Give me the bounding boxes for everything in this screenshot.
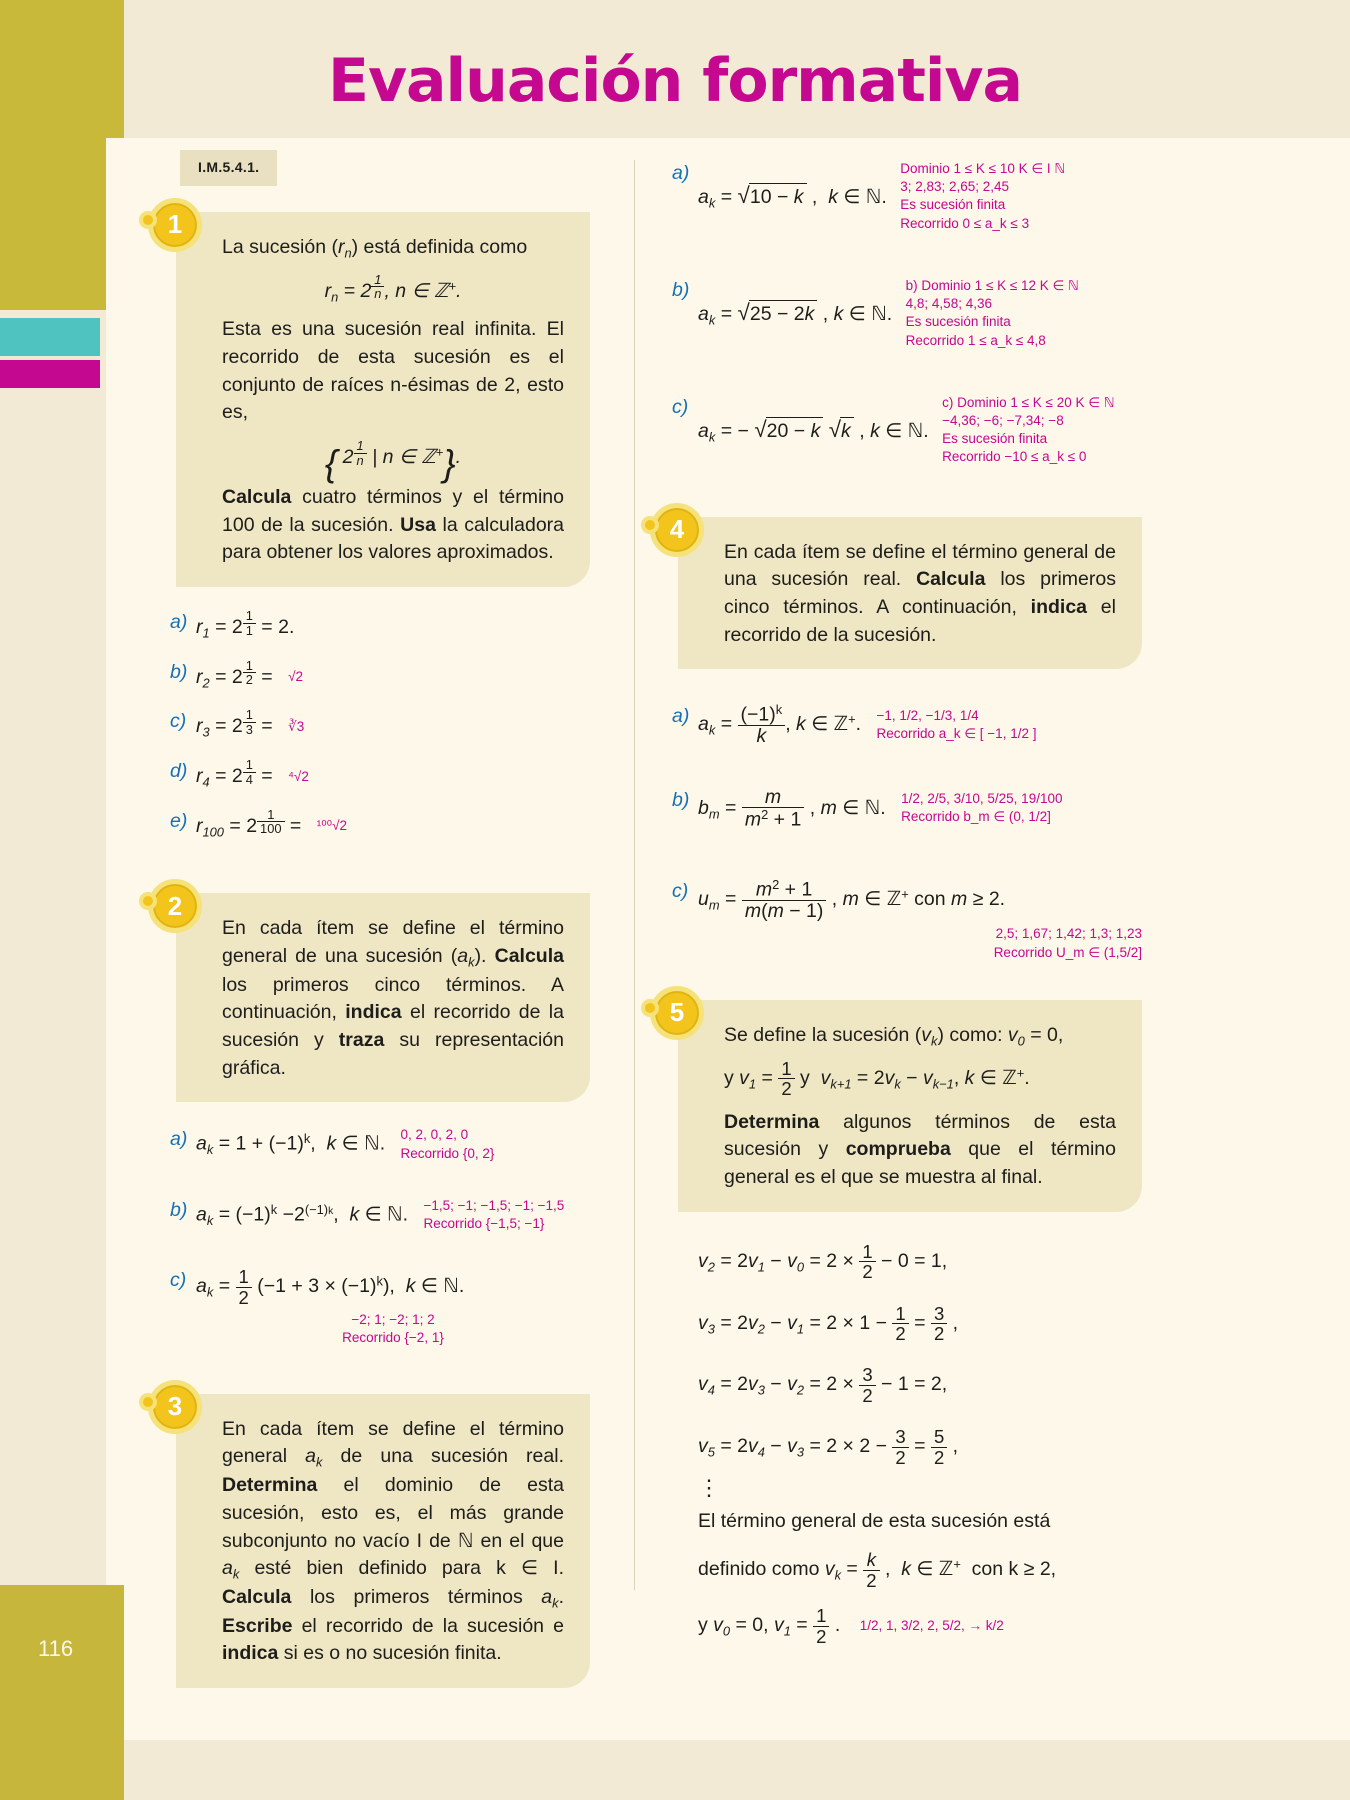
q5-line-3: [724, 1109, 1116, 1192]
decor-bottom-strip: [124, 1740, 1350, 1800]
answer-line-3: Es sucesión finita: [942, 431, 1048, 447]
list-item: [672, 787, 1142, 830]
list-item: [170, 659, 590, 693]
q5-t4: que el término general es el que se muestra al final.: [724, 1138, 1116, 1188]
item-label: b): [170, 660, 188, 683]
exercise-2: 2 En cada ítem se define el término general de una sucesión $(a_k)$. Calcula los primeros cinco términos. A continuación, indica el recorrido de la sucesión y traza su representación gráfica.: [170, 893, 590, 1102]
q1-text-b: ) está definida como: [351, 235, 528, 258]
item-label: c): [672, 880, 689, 903]
item-label: b): [672, 788, 690, 811]
q5-step-4: $v_5 = 2v_4 - v_3 = 2 \times 2$ − $\frac{3}{2}$ = $\frac{5}{2}$ ,: [698, 1426, 959, 1468]
q4-calcula: Calcula: [916, 568, 986, 591]
list-item: [170, 1126, 590, 1162]
answer-line-3: Es sucesión finita: [905, 314, 1011, 330]
item-content: $r_4 = 2$ $^{\frac{1}{4}}$ = ⁴√2: [196, 756, 309, 790]
q5-closing-2: definido como $v_k$ = $\frac{k}{2}$ , k ∈ ℤ+ con k ≥ 2,: [698, 1549, 1057, 1591]
list-item: [170, 1197, 590, 1233]
answer-line-1: b) Dominio 1 ≤ K ≤ 12 K ∈ ℕ: [905, 277, 1079, 293]
answer-line-2: Recorrido {−2, 1}: [342, 1330, 444, 1346]
q5-vdots: ⋮: [698, 1475, 720, 1501]
exercise-1: [167, 209, 590, 587]
list-item: [170, 758, 590, 792]
exercise-number-5: 5: [650, 986, 704, 1040]
q3-t3: el dominio de esta sucesión, esto es, el más grande subconjunto no vacío I de ℕ en el que: [222, 1474, 564, 1552]
q3-t8: si es o no sucesión finita.: [278, 1642, 502, 1665]
answer-line-2: 3; 2,83; 2,65; 2,45: [900, 179, 1010, 195]
answer: ∛3: [288, 718, 305, 734]
q3-t5: los primeros términos: [291, 1585, 542, 1608]
answer: [424, 1197, 565, 1233]
decor-left-magenta: [0, 360, 100, 388]
answer: [698, 925, 1142, 961]
standard-code: I.M.5.4.1.: [180, 150, 277, 186]
decor-left-teal: [0, 318, 100, 356]
q5-closing-1: El término general de esta sucesión está: [698, 1510, 1051, 1533]
q1-items: [170, 609, 590, 841]
answer-line-1: 0, 2, 0, 2, 0: [400, 1127, 469, 1143]
item-label: e): [170, 809, 188, 832]
q2-traza: traza: [338, 1029, 385, 1052]
q1-formula: $r_n = 2$ $^{\frac{1}{n}}$ , n ∈ ℤ+.: [324, 271, 462, 304]
answer-line-4: Recorrido 0 ≤ a_k ≤ 3: [900, 215, 1030, 231]
item-label: c): [672, 395, 689, 418]
item-content: $u_m$ = $\frac{m^2 + 1}{m(m - 1)}$ , m ∈ ℤ+ con m ≥ 2. 2,5; 1,67; 1,42; 1,3; 1,23 Recorrido U_m ∈ (1,5/2]: [698, 878, 1142, 962]
q2-text-5: su representación gráfica.: [222, 1029, 564, 1079]
answer-line-1: −1, 1/2, −1/3, 1/4: [876, 707, 979, 723]
q2-indica: indica: [345, 1001, 402, 1024]
q4-t2: los primeros cinco términos. A continuación,: [724, 568, 1116, 618]
item-content: $r_2 = 2$ $^{\frac{1}{2}}$ = √2: [196, 657, 304, 691]
q5-t1: Se define la sucesión (: [724, 1023, 922, 1046]
answer-line-3: Es sucesión finita: [900, 197, 1006, 213]
q1-p3-mid: cuatro términos y el término 100 de la sucesión.: [222, 486, 564, 536]
decor-bottom-olive: [0, 1585, 124, 1800]
answer: [401, 1126, 495, 1162]
q2-text-3: los primeros cinco términos. A continuación,: [222, 973, 564, 1024]
item-content: $b_m$ = $\frac{m}{m^2 + 1}$ , m ∈ ℕ. 1/2, 2/5, 3/10, 5/25, 19/100 Recorrido b_m ∈ (0, 1/2]: [698, 785, 1063, 831]
q3-escribe: Escribe: [222, 1614, 293, 1637]
right-column: [669, 150, 1142, 1647]
q1-p3-end: la calculadora para obtener los valores aproximados.: [222, 513, 565, 564]
answer-line-2: Recorrido U_m ∈ (1,5/2]: [993, 944, 1142, 960]
page-number: 116: [38, 1636, 74, 1661]
list-item: [672, 703, 1142, 746]
q3-t7: el recorrido de la sucesión e: [292, 1614, 564, 1637]
item-label: b): [672, 278, 690, 301]
q1-paragraph-3: [222, 484, 564, 567]
answer: ⁴√2: [288, 768, 309, 784]
q3-t4: esté bien definido para k ∈ I.: [239, 1557, 564, 1580]
exercise-number-4: 4: [650, 503, 704, 557]
answer: [906, 277, 1079, 350]
item-label: c): [170, 710, 187, 733]
q2-text-2: ).: [474, 944, 495, 967]
item-label: c): [170, 1269, 187, 1292]
item-content: $a_k = 1 + (-1)^k$, k ∈ ℕ. 0, 2, 0, 2, 0 Recorrido {0, 2}: [196, 1126, 590, 1162]
q1-text-a: La sucesión (: [222, 235, 338, 258]
q5-t3: algunos términos de esta sucesión y: [724, 1110, 1116, 1161]
item-content: $a_k = (-1)^k -2^{(-1)k}$, k ∈ ℕ. −1,5; −1; −1,5; −1; −1,5 Recorrido {−1,5; −1}: [196, 1197, 590, 1233]
exercise-number-2: 2: [148, 879, 202, 933]
q5-determina: Determina: [724, 1110, 820, 1133]
q4-indica: indica: [1030, 596, 1088, 618]
item-content: $a_k$ = $\frac{(-1)^k}{k}$ , k ∈ ℤ+. −1, 1/2, −1/3, 1/4 Recorrido a_k ∈ [ −1, 1/2 ]: [698, 702, 1037, 748]
column-divider: [634, 160, 635, 1590]
answer: [877, 707, 1037, 743]
answer: ¹⁰⁰√2: [316, 818, 347, 834]
exercise-number-1: 1: [148, 198, 202, 252]
answer-line-2: Recorrido {−1,5; −1}: [423, 1216, 545, 1232]
answer-line-1: 2,5; 1,67; 1,42; 1,3; 1,23: [995, 926, 1142, 942]
list-item: [170, 708, 590, 742]
q2-text-4: el recorrido de la sucesión y: [222, 1001, 564, 1052]
item-content: $r_{100} = 2$ $^{\frac{1}{100}}$ = ¹⁰⁰√2: [196, 806, 347, 839]
q2-calcula: Calcula: [494, 944, 564, 967]
q5-line-1: Se define la sucesión $(v_k)$ como: $v_0 = 0$,: [724, 1023, 1064, 1049]
item-content: $a_k = √25 - 2k$ , k ∈ ℕ. b) Dominio 1 ≤ K ≤ 12 K ∈ ℕ 4,8; 4,58; 4,36 Es sucesión finita Recorrido 1 ≤ a_k ≤ 4,8: [698, 277, 1142, 350]
list-item: [672, 160, 1142, 233]
answer-line-4: Recorrido 1 ≤ a_k ≤ 4,8: [905, 332, 1046, 348]
left-column: [167, 150, 590, 1688]
q4-t1: En cada ítem se define el término general de una sucesión real.: [724, 540, 1116, 591]
answer: [196, 1311, 590, 1347]
answer: 1/2, 1, 3/2, 2, 5/2, → k/2: [859, 1617, 1004, 1633]
answer-line-1: −2; 1; −2; 1; 2: [351, 1312, 435, 1328]
answer-line-2: Recorrido {0, 2}: [400, 1145, 495, 1161]
q5-comprueba: comprueba: [845, 1138, 951, 1161]
q5-steps: [698, 1242, 1142, 1646]
q5-step-2: $v_3 = 2v_2 - v_1 = 2 \times 1$ − $\frac{1}{2}$ = $\frac{3}{2}$ ,: [698, 1302, 959, 1344]
item-label: a): [170, 1128, 188, 1151]
item-label: d): [170, 759, 188, 782]
q1-usa: Usa: [400, 513, 436, 536]
answer-line-1: c) Dominio 1 ≤ K ≤ 20 K ∈ ℕ: [942, 394, 1115, 410]
item-label: a): [672, 162, 690, 184]
answer: [900, 160, 1065, 233]
page-title: Evaluación formativa: [327, 46, 1023, 116]
answer: [901, 790, 1062, 826]
q3-calcula: Calcula: [222, 1585, 292, 1608]
item-label: a): [672, 705, 690, 728]
q4-t3: el recorrido de la sucesión.: [724, 596, 1116, 646]
item-content: $a_k$ = $\frac{1}{2}$ $(-1 + 3 \times (-1)^k)$, k ∈ ℕ. −2; 1; −2; 1; 2 Recorrido {−2, 1}: [196, 1267, 590, 1347]
q3-t2: de una sucesión real.: [322, 1445, 564, 1468]
answer-line-1: −1,5; −1; −1,5; −1; −1,5: [423, 1197, 565, 1213]
q3-t1: En cada ítem se define el término general: [222, 1417, 564, 1468]
list-item: [672, 394, 1142, 467]
exercise-5: [669, 997, 1142, 1212]
answer: [942, 394, 1114, 467]
list-item: [170, 808, 590, 842]
exercise-4: [669, 514, 1142, 670]
answer: √2: [288, 669, 304, 685]
answer-line-1: Dominio 1 ≤ K ≤ 10 K ∈ I ℕ: [900, 161, 1066, 176]
exercise-3: 3 En cada ítem se define el término general $a_k$ de una sucesión real. Determina el dominio de esta sucesión, esto es, el más grande subconjunto no vacío I de ℕ en el que $a_k$ esté bien definido para k ∈ I. Calcula los primeros términos $a_k$. Escribe el recorrido de la sucesión e indica si es o no sucesión finita.: [170, 1394, 590, 1688]
item-content: $a_k = √10 - k$ , k ∈ ℕ. Dominio 1 ≤ K ≤ 10 K ∈ I ℕ 3; 2,83; 2,65; 2,45 Es sucesión finita Recorrido 0 ≤ a_k ≤ 3: [698, 160, 1142, 233]
q1-paragraph-2: Esta es una sucesión real infinita. El recorrido de esta sucesión es el conjunto de raíces n-ésimas de 2, esto es,: [222, 318, 564, 424]
item-content: $r_3 = 2$ $^{\frac{1}{3}}$ = ∛3: [196, 707, 305, 740]
list-item: [672, 878, 1142, 962]
exercise-number-3: 3: [148, 1380, 202, 1434]
answer-line-2: 4,8; 4,58; 4,36: [905, 296, 992, 312]
q2-items: [170, 1126, 590, 1347]
q1-calcula: Calcula: [222, 486, 292, 509]
q5-step-3: $v_4 = 2v_3 - v_2 = 2$ × $\frac{3}{2}$ − 1 = 2,: [698, 1364, 948, 1406]
q3-t6: .: [558, 1585, 564, 1608]
q3-determina: Determina: [222, 1474, 318, 1497]
item-label: a): [170, 611, 188, 634]
answer-line-4: Recorrido −10 ≤ a_k ≤ 0: [942, 449, 1087, 465]
q5-closing-3: y $v_0 = 0$, $v_1$ = $\frac{1}{2}$ . 1/2, 1, 3/2, 2, 5/2, → k/2: [698, 1605, 1004, 1647]
exercise-1-intro: La sucesión $(r_n)$ está definida como: [222, 235, 528, 261]
answer-line-2: −4,36; −6; −7,34; −8: [942, 412, 1064, 428]
q3-indica: indica: [222, 1642, 279, 1665]
answer-line-2: Recorrido a_k ∈ [ −1, 1/2 ]: [876, 726, 1037, 742]
q1-set: { 2 $^{\frac{1}{n}}$ | n ∈ ℤ+}.: [324, 438, 462, 484]
q5-step-1: $v_2 = 2v_1 - v_0 = 2$ × $\frac{1}{2}$ − 0 = 1,: [698, 1240, 948, 1283]
answer-line-2: Recorrido b_m ∈ (0, 1/2]: [901, 809, 1051, 825]
list-item: [170, 609, 590, 643]
list-item: [672, 277, 1142, 350]
item-content: $r_1 = 2$ $^{\frac{1}{1}}$ = 2.: [196, 608, 295, 641]
answer-line-1: 1/2, 2/5, 3/10, 5/25, 19/100: [901, 791, 1063, 807]
q5-line-2: y $v_1$ = $\frac{1}{2}$ y $v_{k+1} = 2v_k - v_{k-1}$, k ∈ ℤ+.: [724, 1057, 1030, 1100]
q2-text-1: En cada ítem se define el término general de una sucesión (: [222, 917, 564, 967]
item-content: $a_k$ = − √20 − k √k , k ∈ ℕ. c) Dominio 1 ≤ K ≤ 20 K ∈ ℕ −4,36; −6; −7,34; −8 Es sucesión finita Recorrido −10 ≤ a_k ≤ 0: [698, 394, 1142, 467]
item-label: b): [170, 1198, 188, 1221]
list-item: [170, 1267, 590, 1347]
